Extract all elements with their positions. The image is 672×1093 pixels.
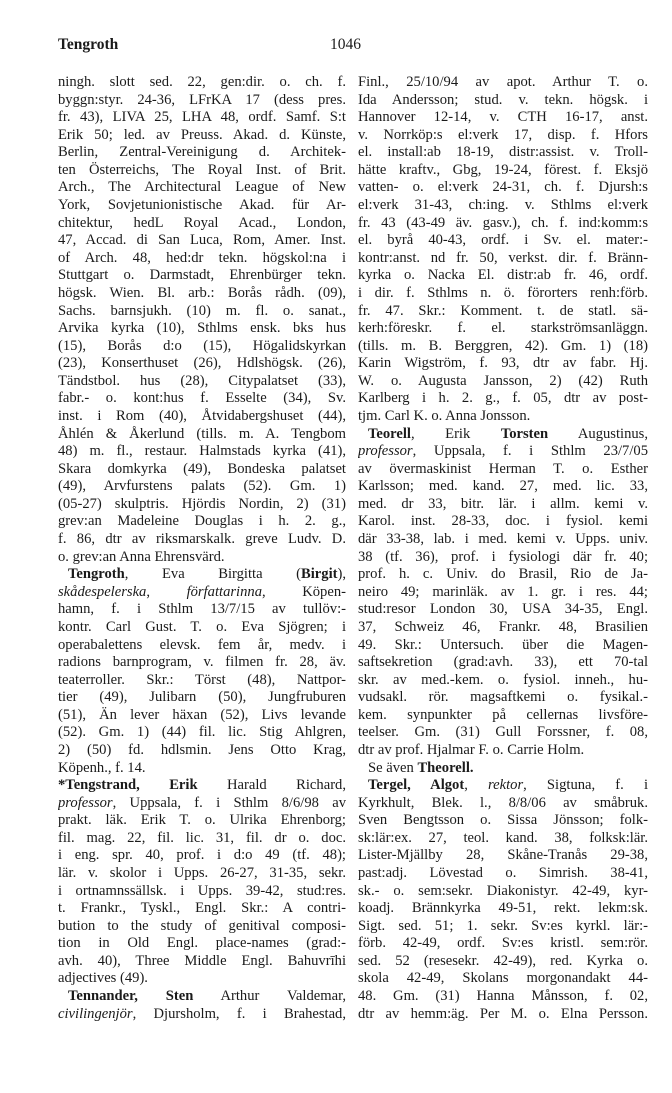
text-segment: 37, Schweiz 46, Frankr. 48, Brasilien: [358, 618, 648, 635]
text-line: [358, 1006, 648, 1024]
text-line: [58, 672, 346, 690]
text-segment: byggn:styr. 24-36, LFrKA 17 (dess pres.: [58, 91, 346, 108]
text-segment: avh. 40), Three Middle Engl. Bahuvrīhi: [58, 952, 346, 969]
text-line: [58, 900, 346, 918]
entry-name: Torsten: [500, 425, 549, 442]
text-segment: ten Österreichs, The Royal Inst. of Brit.: [58, 161, 346, 178]
text-segment: kontr:anst. nd fr. 50, verkst. dir. f. Bränn-: [358, 249, 648, 266]
text-line: [58, 461, 346, 479]
entry-title: rektor: [488, 777, 524, 794]
text-line: [358, 830, 648, 848]
text-line: [358, 215, 648, 233]
text-line: [58, 92, 346, 110]
entry-name: Tergel, Algot: [368, 777, 465, 794]
text-line: [358, 285, 648, 303]
text-line: [58, 777, 346, 795]
text-line: [58, 619, 346, 637]
text-line: [58, 865, 346, 883]
text-segment: sk:lär:ex. 27, teol. kand. 38, folksk:lär.: [358, 829, 648, 846]
text-line: [358, 847, 648, 865]
text-segment: sk.- o. sem:sekr. Diakonistyr. 42-49, kyr-: [358, 882, 648, 899]
text-line: [58, 935, 346, 953]
text-segment: i dir. f. Sthlms n. ö. förorters renh:förb.: [358, 284, 648, 301]
text-line: [58, 795, 346, 813]
text-segment: förb. 42-49, ordf. Sv:es kristl. sem:rör.: [358, 935, 648, 952]
text-segment: teaterroller. Skr.: Törst (48), Nattpor-: [58, 671, 346, 688]
text-segment: Augustinus,: [548, 425, 648, 442]
text-line: [358, 672, 648, 690]
text-line: [358, 250, 648, 268]
text-segment: Berlin, Zentral-Vereinigung d. Architek-: [58, 144, 346, 161]
text-line: [58, 970, 346, 988]
text-line: [358, 795, 648, 813]
entry-title: författarinna: [186, 583, 262, 600]
text-segment: Åhlén & Åkerlund (tills. m. A. Tengbom: [58, 425, 346, 442]
text-segment: Arvika kyrka (10), Sthlms ensk. bks hus: [58, 320, 346, 337]
text-line: [358, 566, 648, 584]
text-line: [58, 566, 346, 584]
text-segment: vatten- o. el:verk 24-31, ch. f. Djursh:s: [358, 179, 648, 196]
text-segment: el:verk 31-43, ch:ing. v. Sthlms el:verk: [358, 197, 648, 214]
entry-name: Tengroth: [68, 566, 125, 583]
text-segment: fabr.- o. kont:hus f. Esselte (34), Sv.: [58, 390, 346, 407]
text-segment: tion in Old Engl. place-names (grad:-: [58, 935, 346, 952]
text-line: [58, 549, 346, 567]
text-line: [358, 883, 648, 901]
text-line: [58, 847, 346, 865]
text-segment: dtr av hemm:äg. Per M. o. Elna Persson.: [358, 1005, 648, 1022]
right-column: [358, 74, 648, 1023]
text-line: [358, 373, 648, 391]
text-line: [58, 496, 346, 514]
text-segment: , Uppsala, f. i Sthlm 8/6/98 av: [112, 794, 346, 811]
text-segment: lär. v. skolor i Upps. 26-27, 31-35, sekr.: [58, 865, 346, 882]
text-line: [58, 338, 346, 356]
text-line: [58, 812, 346, 830]
text-line: [358, 144, 648, 162]
text-line: [358, 689, 648, 707]
text-segment: (tills. m. B. Berggren, 42). Gm. 1) (18): [358, 337, 648, 354]
running-head-name: Tengroth: [58, 36, 119, 53]
text-segment: 48) m. fl., restaur. Halmstads kyrka (41),: [58, 443, 346, 460]
text-segment: fr. 43 (43-49 äv. gasv.), ch. f. ind:komm:s: [358, 214, 648, 231]
text-segment: (05-27) skulptris. Hjördis Nordin, 2) (31): [58, 495, 346, 512]
text-line: [358, 426, 648, 444]
text-segment: (23), Konserthuset (26), Hdlshögsk. (26),: [58, 355, 346, 372]
text-segment: hätte kraftv., Gbg, 19-24, förest. f. Eksjö: [358, 161, 648, 178]
text-line: [358, 232, 648, 250]
text-segment: kem. synpunkter på cellernas livsföre-: [358, 706, 648, 723]
text-segment: hamn, f. i Sthlm 13/7/15 av tullöv:-: [58, 601, 346, 618]
text-line: [58, 373, 346, 391]
text-segment: York, Sovjetunionistische Akad. für Ar-: [58, 197, 346, 214]
text-line: [58, 918, 346, 936]
text-segment: högsk. Wien. Bl. arb.: Borås rådh. (09),: [58, 284, 346, 301]
text-segment: , Eva Birgitta (: [124, 566, 301, 583]
text-segment: o. grev:an Anna Ehrensvärd.: [58, 548, 225, 565]
text-line: [358, 724, 648, 742]
text-segment: Sigt. sed. 51; 1. sekr. Sv:es kyrkl. lär:-: [358, 917, 648, 934]
text-line: [358, 478, 648, 496]
text-line: [58, 250, 346, 268]
text-segment: skola 42-49, Skolans morgonandakt 44-: [358, 970, 648, 987]
text-segment: skr. av med.-kem. o. fysiol. inneh., hu-: [358, 671, 648, 688]
text-segment: bution to the study of genitival composi-: [58, 917, 346, 934]
entry-title: professor: [358, 443, 413, 460]
text-segment: Hannover 12-14, v. CTH 16-17, anst.: [358, 109, 648, 126]
text-segment: Skara domkyrka (49), Bondeska palatset: [58, 460, 346, 477]
text-line: [58, 162, 346, 180]
text-segment: ,: [464, 777, 489, 794]
text-line: [358, 918, 648, 936]
text-line: [58, 513, 346, 531]
text-segment: Se även: [368, 759, 418, 776]
text-segment: Arthur Valdemar,: [193, 988, 346, 1005]
text-segment: 38 (tf. 36), prof. i fysiologi där fr. 40;: [358, 548, 648, 565]
entry-name: Theorell.: [417, 759, 474, 776]
text-line: [58, 707, 346, 725]
entry-name: *Tengstrand, Erik: [58, 777, 198, 794]
text-segment: Tändstbol. hus (28), Citypalatset (33),: [58, 372, 346, 389]
text-segment: adjectives (49).: [58, 970, 148, 987]
text-segment: Stuttgart o. Darmstadt, Ehrenbürger tekn.: [58, 267, 346, 284]
text-line: [358, 74, 648, 92]
text-line: [358, 92, 648, 110]
text-segment: Lister-Mjällby 28, Skåne-Tranås 29-38,: [358, 847, 648, 864]
text-segment: Arch., The Architectural League of New: [58, 179, 346, 196]
text-segment: (51), Än lever häxan (52), Livs levande: [58, 706, 346, 723]
text-segment: operabalettens elevsk. fem år, medv. i: [58, 636, 346, 653]
text-line: [58, 215, 346, 233]
text-segment: ningh. slott sed. 22, gen:dir. o. ch. f.: [58, 74, 346, 90]
text-segment: fil. mag. 22, fil. lic. 31, fil. dr o. doc.: [58, 829, 346, 846]
text-segment: Finl., 25/10/94 av apot. Arthur T. o.: [358, 74, 648, 90]
text-line: [58, 883, 346, 901]
text-segment: Köpenh., f. 14.: [58, 759, 146, 776]
text-segment: av övermaskinist Herman T. o. Esther: [358, 460, 648, 477]
text-line: [358, 760, 648, 778]
text-segment: Karol. inst. 28-33, doc. i fysiol. kemi: [358, 513, 648, 530]
text-line: [58, 197, 346, 215]
text-segment: i ortnamnssällsk. i Upps. 39-42, stud:res.: [58, 882, 346, 899]
text-segment: el. install:ab 18-19, distr:assist. v. Troll-: [358, 144, 648, 161]
text-segment: 48. Gm. (31) Hanna Månsson, f. 02,: [358, 988, 648, 1005]
text-line: [58, 285, 346, 303]
text-line: [58, 443, 346, 461]
text-segment: 47, Accad. di San Luca, Rom, Amer. Inst.: [58, 232, 346, 249]
text-segment: sed. 52 (resesekr. 42-49), red. Kyrka o.: [358, 952, 648, 969]
text-line: [358, 443, 648, 461]
entry-title: skådespelerska: [58, 583, 147, 600]
text-line: [358, 267, 648, 285]
text-segment: koadj. Brännkyrka 49-51, rekt. lekm:sk.: [358, 900, 648, 917]
text-line: [358, 531, 648, 549]
text-segment: stud:resor London 30, USA 34-35, Engl.: [358, 601, 648, 618]
text-segment: Sven Bengtsson o. Sissa Jönsson; folk-: [358, 812, 648, 829]
text-line: [58, 953, 346, 971]
text-line: [58, 267, 346, 285]
text-line: [358, 408, 648, 426]
text-line: [58, 232, 346, 250]
text-line: [358, 637, 648, 655]
text-segment: kontr. Carl Gust. T. o. Eva Sjögren; i: [58, 618, 346, 635]
text-line: [58, 355, 346, 373]
text-segment: Karlsson; med. kand. 27, med. lic. 33,: [358, 478, 648, 495]
text-segment: 49. Skr.: Untersuch. über die Magen-: [358, 636, 648, 653]
text-line: [58, 584, 346, 602]
text-line: [58, 408, 346, 426]
text-line: [358, 584, 648, 602]
text-segment: , Erik: [410, 425, 501, 442]
text-line: [58, 303, 346, 321]
text-segment: ),: [337, 566, 346, 583]
text-line: [58, 390, 346, 408]
text-segment: t. Frankr., Tyskl., Engl. Skr.: A contri-: [58, 900, 346, 917]
text-line: [358, 707, 648, 725]
text-segment: (52). Gm. 1) (44) fil. lic. Stig Ahlgren,: [58, 724, 346, 741]
running-head: [58, 36, 654, 58]
text-line: [358, 461, 648, 479]
entry-name: Tennander, Sten: [68, 988, 194, 1005]
text-segment: Harald Richard,: [197, 777, 346, 794]
text-line: [58, 689, 346, 707]
entry-title: professor: [58, 794, 113, 811]
text-line: [358, 812, 648, 830]
text-line: [58, 320, 346, 338]
text-line: [58, 144, 346, 162]
text-line: [358, 320, 648, 338]
text-segment: med. dr 33, bitr. lär. i allm. kemi v.: [358, 495, 648, 512]
text-line: [358, 619, 648, 637]
text-line: [58, 601, 346, 619]
text-segment: 2) (50) fd. hdlsmin. Jens Otto Krag,: [58, 741, 346, 758]
text-line: [58, 109, 346, 127]
text-line: [58, 179, 346, 197]
text-line: [358, 935, 648, 953]
text-line: [58, 654, 346, 672]
text-line: [58, 724, 346, 742]
text-line: [58, 531, 346, 549]
text-line: [358, 197, 648, 215]
text-line: [358, 513, 648, 531]
text-line: [58, 478, 346, 496]
text-segment: , Uppsala, f. i Sthlm 23/7/05: [412, 443, 648, 460]
page-number: 1046: [330, 36, 361, 53]
text-segment: v. Norrköp:s el:verk 17, disp. f. Hfors: [358, 126, 648, 143]
text-segment: Erik 50; led. av Preuss. Akad. d. Künste,: [58, 126, 346, 143]
entry-name: Teorell: [368, 425, 411, 442]
text-segment: ,: [146, 583, 187, 600]
text-segment: el. byrå 40-43, ordf. i Sv. el. mater:-: [358, 232, 648, 249]
text-line: [358, 601, 648, 619]
text-line: [58, 988, 346, 1006]
text-line: [58, 74, 346, 92]
text-segment: W. o. Augusta Jansson, 2) (42) Ruth: [358, 372, 648, 389]
text-line: [358, 970, 648, 988]
text-line: [358, 953, 648, 971]
text-segment: saftsekretion (grad:avh. 33), ett 70-tal: [358, 654, 648, 671]
text-segment: i eng. spr. 40, prof. i d:o 49 (tf. 48);: [58, 847, 346, 864]
text-segment: dtr av prof. Hjalmar F. o. Carrie Holm.: [358, 741, 585, 758]
text-line: [358, 390, 648, 408]
text-segment: neiro 49; marinläk. av 1. gr. i res. 44;: [358, 583, 648, 600]
text-line: [58, 760, 346, 778]
text-segment: , Sigtuna, f. i: [523, 777, 648, 794]
text-line: [358, 355, 648, 373]
text-line: [358, 865, 648, 883]
text-line: [358, 549, 648, 567]
text-segment: Ida Andersson; stud. v. tekn. högsk. i: [358, 91, 648, 108]
text-line: [358, 109, 648, 127]
text-line: [358, 303, 648, 321]
text-line: [358, 179, 648, 197]
text-segment: (15), Borås d:o (15), Högalidskyrkan: [58, 337, 346, 354]
entry-title: civilingenjör: [58, 1005, 133, 1022]
text-line: [358, 127, 648, 145]
text-line: [358, 496, 648, 514]
text-segment: tjm. Carl K. o. Anna Jonsson.: [358, 407, 531, 424]
entry-name: Birgit: [301, 566, 338, 583]
text-segment: radions barnprogram, v. filmen fr. 28, äv.: [58, 654, 346, 671]
text-segment: f. 86, dtr av riksmarskalk. greve Ludv. D.: [58, 531, 346, 548]
text-segment: kerh:föreskr. f. el. starkströmsanläggn.: [358, 320, 648, 337]
text-line: [358, 777, 648, 795]
text-segment: kyrka o. Nacka El. distr:ab fr. 46, ordf.: [358, 267, 648, 284]
text-line: [358, 654, 648, 672]
text-segment: of Arch. 48, hed:dr tekn. högskol:na i: [58, 249, 346, 266]
text-segment: tier (49), Julibarn (50), Jungfruburen: [58, 689, 346, 706]
text-line: [358, 338, 648, 356]
text-segment: fr. 43), LIVA 25, LHA 48, ordf. Samf. S:t: [58, 109, 346, 126]
text-line: [58, 637, 346, 655]
text-line: [358, 162, 648, 180]
text-segment: inst. i Rom (40), Åtvidabergshuset (44),: [58, 407, 346, 424]
text-segment: teelser. Gm. (31) Gull Forssner, f. 08,: [358, 724, 648, 741]
text-segment: Sachs. barnsjukh. (10) m. fl. o. sanat.,: [58, 302, 346, 319]
text-segment: , Köpen-: [262, 583, 346, 600]
text-line: [58, 127, 346, 145]
text-segment: där 33-38, lab. i med. kemi v. Upps. univ.: [358, 531, 648, 548]
text-segment: prakt. läk. Erik T. o. Ulrika Ehrenborg;: [58, 812, 346, 829]
text-line: [358, 988, 648, 1006]
text-line: [58, 742, 346, 760]
text-segment: vudsakl. rör. magsaftkemi o. fysikal.-: [358, 689, 648, 706]
text-segment: chitektur, hedL Royal Acad., London,: [58, 214, 346, 231]
left-column: [58, 74, 346, 1023]
text-segment: Karin Wigström, f. 93, dtr av fabr. Hj.: [358, 355, 648, 372]
text-segment: , Djursholm, f. i Brahestad,: [132, 1005, 346, 1022]
text-segment: Karlberg i h. 2. g., f. 05, dtr av post-: [358, 390, 648, 407]
text-line: [58, 426, 346, 444]
text-segment: fr. 47. Skr.: Komment. t. de statl. sä-: [358, 302, 648, 319]
text-segment: past:adj. Lövestad o. Simrish. 38-41,: [358, 865, 648, 882]
text-line: [358, 900, 648, 918]
text-segment: Kyrkhult, Blek. l., 8/8/06 av småbruk.: [358, 794, 648, 811]
text-line: [58, 1006, 346, 1024]
text-segment: grev:an Madeleine Douglas i h. 2. g.,: [58, 513, 346, 530]
text-line: [358, 742, 648, 760]
text-segment: (49), Arvfurstens palats (52). Gm. 1): [58, 478, 346, 495]
text-line: [58, 830, 346, 848]
text-segment: prof. h. c. Univ. do Brasil, Rio de Ja-: [358, 566, 648, 583]
